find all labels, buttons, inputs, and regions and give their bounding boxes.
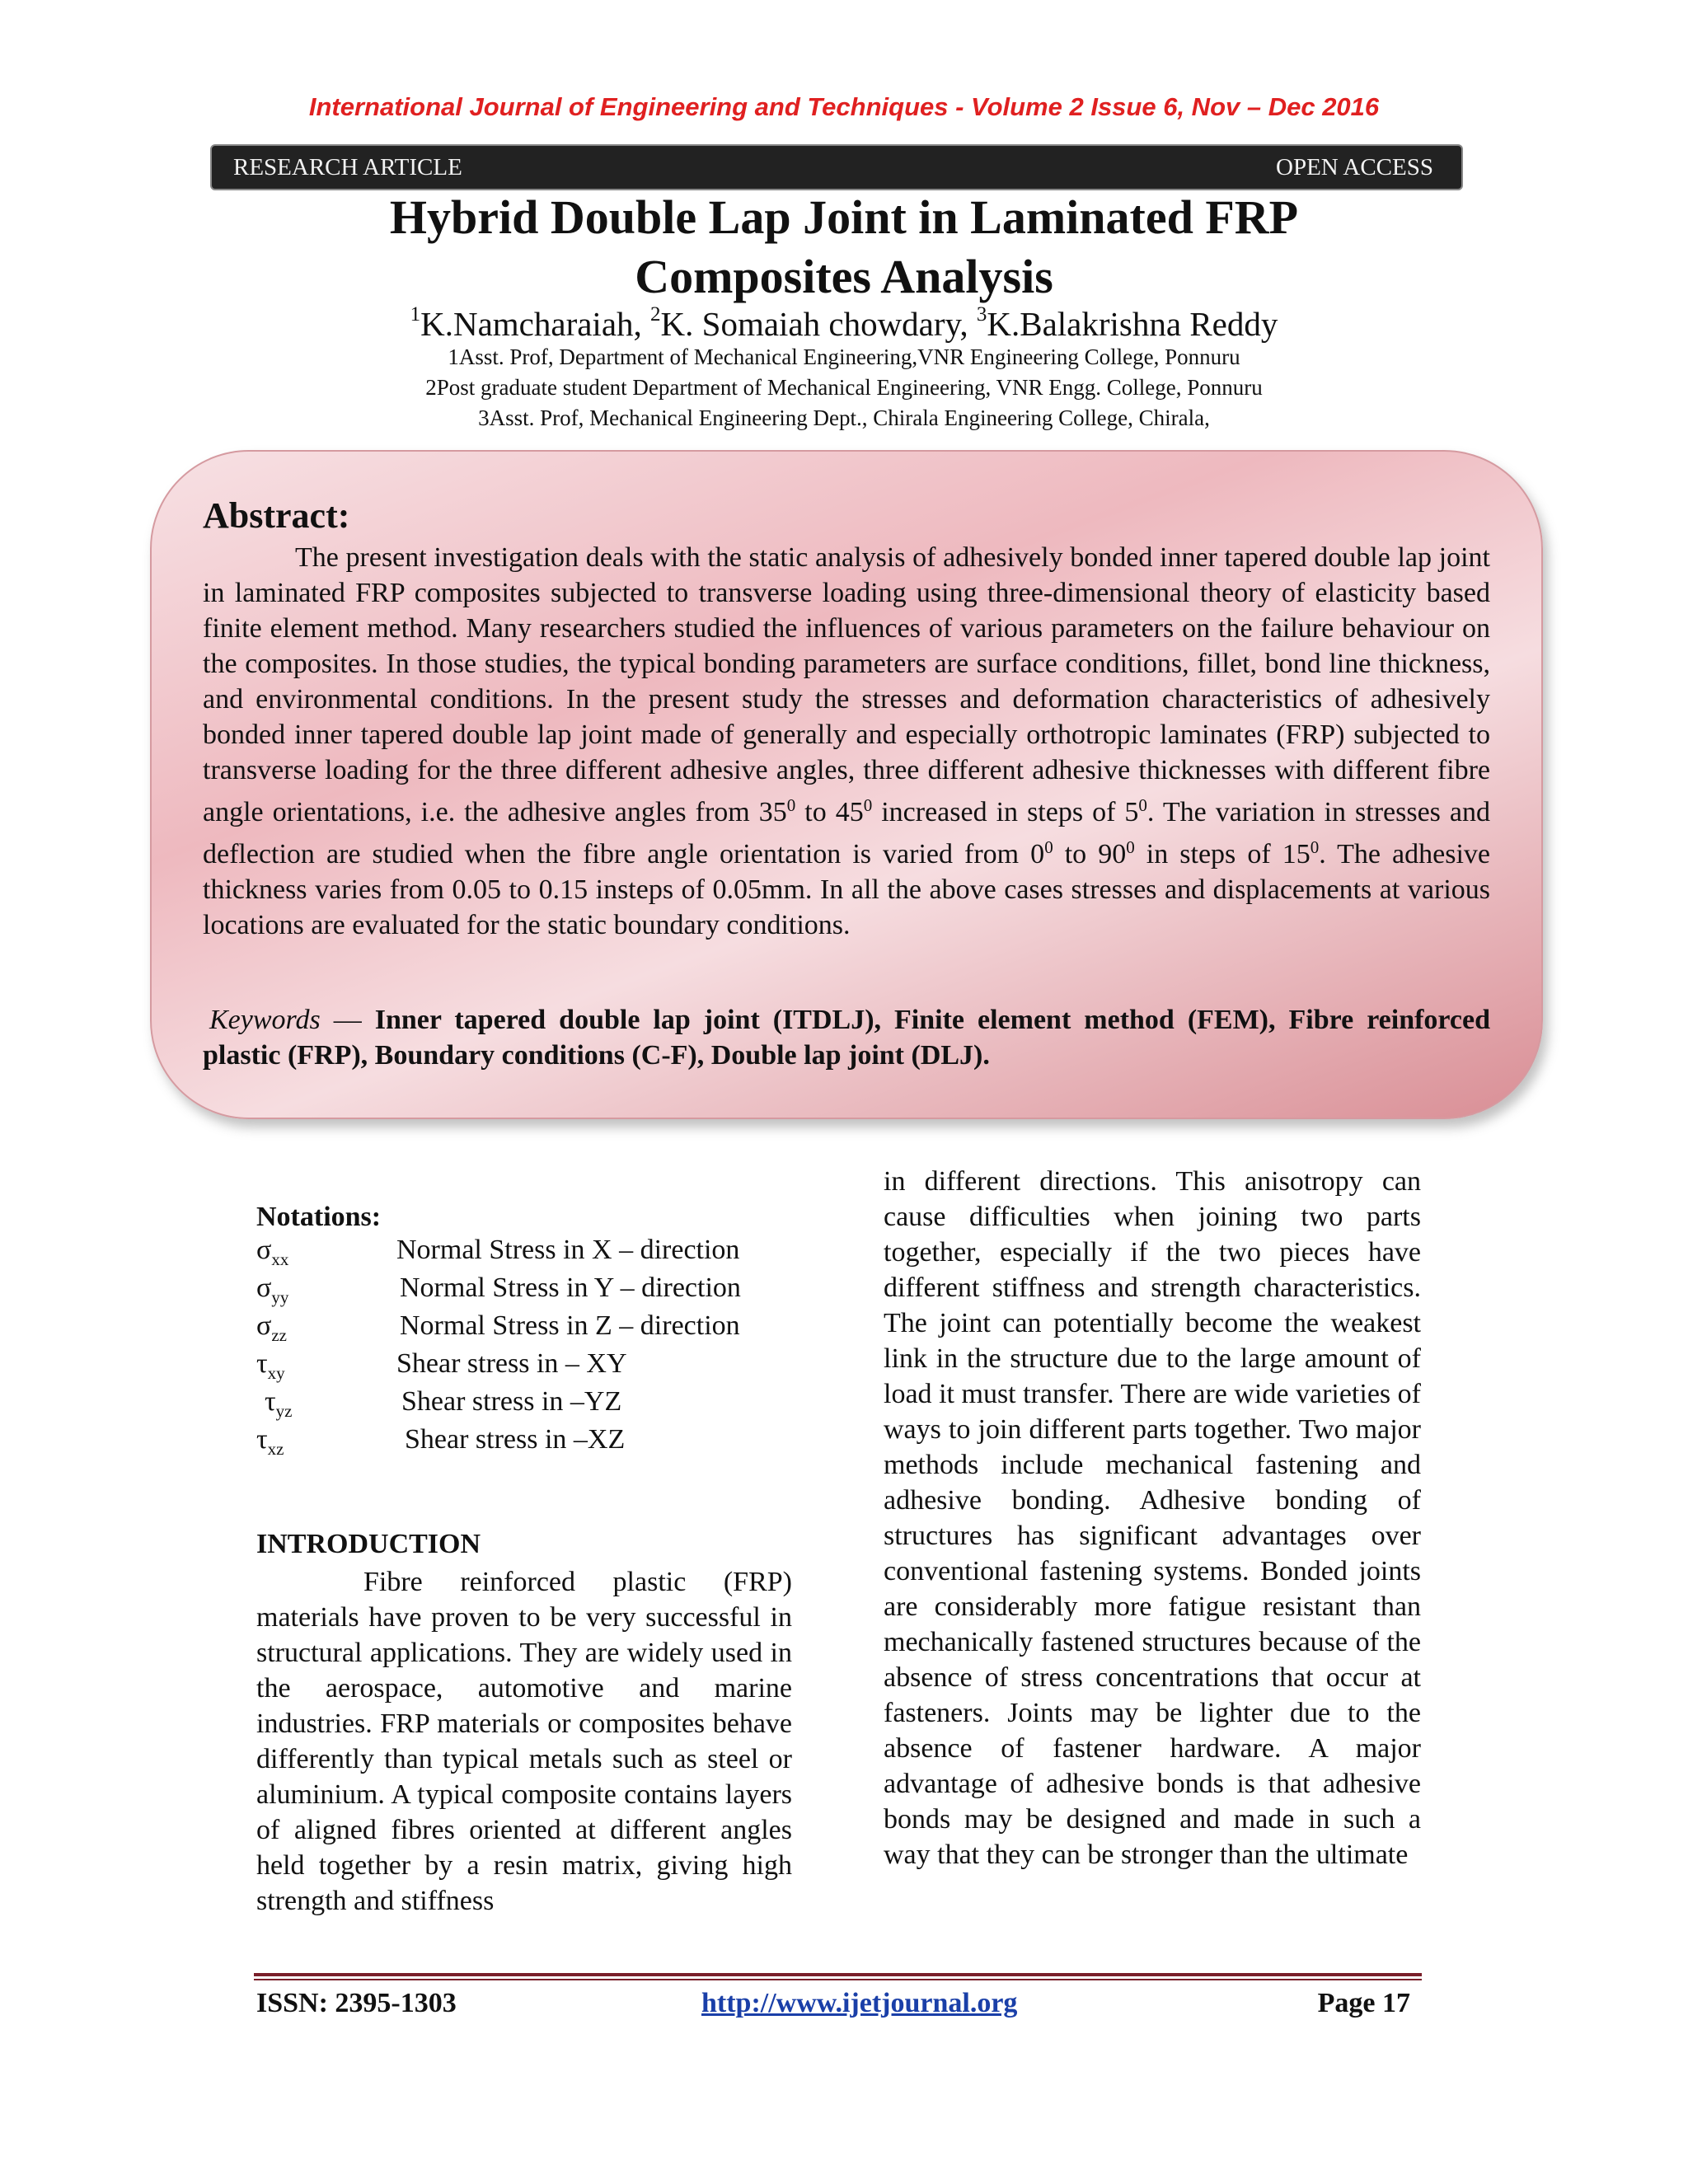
notation-description: Normal Stress in Z – direction [400,1310,740,1341]
footer-journal-link[interactable]: http://www.ijetjournal.org [701,1988,1018,2018]
footer-rule-thin [254,1979,1422,1980]
open-access-label: OPEN ACCESS [1276,153,1433,180]
paper-title-line-2: Composites Analysis [635,250,1053,303]
author-2-number: 2 [650,303,661,326]
keywords: Keywords — Inner tapered double lap joint (ITDLJ), Finite element method (FEM), Fibre reinforced plastic (FRP), Boundary conditions (C-F), Double lap joint (DLJ). [203,1005,1491,1071]
abstract-heading: Abstract: [203,495,350,536]
footer-page-number: Page 17 [1317,1988,1410,2018]
introduction-heading: INTRODUCTION [256,1529,481,1559]
keywords-text: Inner tapered double lap joint (ITDLJ), Finite element method (FEM), Fibre reinforced plastic (FRP), Boundary conditions (C-F), Double lap joint (DLJ). [203,1005,1491,1071]
notation-description: Shear stress in –XZ [405,1424,626,1455]
keywords-label: Keywords [209,1005,321,1035]
author-1-number: 1 [410,303,421,326]
notation-symbol: $\sigma_{xx}$ [256,1235,289,1269]
introduction-left-column: Fibre reinforced plastic (FRP) materials have proven to be very successful in structural applications. They are widely used in the aerospace, automotive and marine industries. FRP materials or composites behave differently than typical metals such as steel or aluminium. A typical composite contains layers of aligned fibres oriented at different angles held together by a resin matrix, giving high strength and stiffness [256,1567,792,1916]
affiliation-2: 2Post graduate student Department of Mechanical Engineering, VNR Engg. College, Ponnuru [425,375,1263,400]
page-footer [256,1988,1410,2026]
notation-description: Shear stress in –YZ [401,1386,622,1417]
notation-symbol: $\tau_{yz}$ [265,1386,293,1421]
abstract-body: The present investigation deals with the static analysis of adhesively bonded inner tapered double lap joint in laminated FRP composites subjected to transverse loading using three-dimensional theory of elasticity based finite element method. Many researchers studied the influences of various parameters on the failure behaviour on the composites. In those studies, the typical bonding parameters are surface conditions, fillet, bond line thickness, and environmental conditions. In the present study the stresses and deformation characteristics of adhesively bonded inner tapered double lap joint made of generally and especially orthotropic laminates (FRP) subjected to transverse loading for the three different adhesive angles, three different adhesive thicknesses with different fibre angle orientations, i.e. the adhesive angles from $35^0$ to $45^0$ increased in steps of $5^0$. The variation in stresses and deflection are studied when the fibre angle orientation is varied from $0^0$ to $90^0$ in steps of $15^0$. The adhesive thickness varies from 0.05 to 0.15 insteps of 0.05mm. In all the above cases stresses and displacements at various locations are evaluated for the static boundary conditions. [203,542,1490,940]
author-1-name: K.Namcharaiah, [420,305,651,343]
article-type-bar [210,144,1463,190]
notation-description: Normal Stress in Y – direction [400,1272,741,1303]
notation-symbol: $\sigma_{zz}$ [256,1310,287,1345]
affiliation-3: 3Asst. Prof, Mechanical Engineering Dept., Chirala Engineering College, Chirala, [478,405,1210,430]
notation-description: Normal Stress in X – direction [396,1235,740,1265]
article-type-label: RESEARCH ARTICLE [233,153,462,180]
author-2-name: K. Somaiah chowdary, [660,305,977,343]
notations-heading: Notations: [256,1202,382,1232]
paper-title-line-1: Hybrid Double Lap Joint in Laminated FRP [389,190,1299,244]
affiliation-1: 1Asst. Prof, Department of Mechanical Engineering,VNR Engineering College, Ponnuru [448,344,1240,369]
notation-description: Shear stress in – XY [396,1348,627,1379]
footer-rule [254,1973,1422,1976]
author-3-name: K.Balakrishna Reddy [987,305,1278,343]
introduction-right-column: in different directions. This anisotropy can cause difficulties when joining two parts together, especially if the two pieces have different stiffness and strength characteristics. The joint can potentially become the weakest link in the structure due to the large amount of load it must transfer. There are wide varieties of ways to join different parts together. Two major methods include mechanical fastening and adhesive bonding. Adhesive bonding of structures has significant advantages over conventional fastening systems. Bonded joints are considerably more fatigue resistant than mechanically fastened structures because of the absence of stress concentrations that occur at fasteners. Joints may be lighter due to the absence of fastener hardware. A major advantage of adhesive bonds is that adhesive bonds may be designed and made in such a way that they can be stronger than the ultimate [884,1166,1421,1870]
notation-symbol: $\sigma_{yy}$ [256,1272,289,1307]
footer-issn: ISSN: 2395-1303 [256,1988,457,2018]
paper-title [0,188,1688,307]
journal-header: International Journal of Engineering and Techniques - Volume 2 Issue 6, Nov – Dec 2016 [308,92,1380,121]
author-3-number: 3 [976,303,987,326]
author-list [0,303,1688,344]
notation-symbol: $\tau_{xz}$ [256,1424,284,1459]
notation-symbol: $\tau_{xy}$ [256,1348,285,1383]
